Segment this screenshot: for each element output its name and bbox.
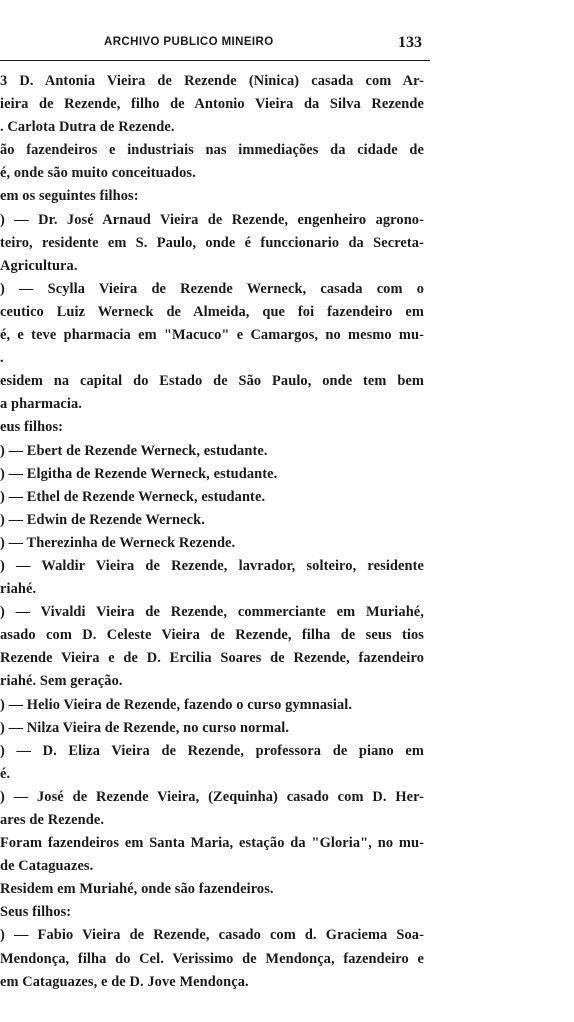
text-line: Mendonça, filha do Cel. Verissimo de Mendonça, fazendeiro e <box>0 950 424 967</box>
header-rule <box>0 60 430 61</box>
body-text <box>0 70 424 994</box>
text-line: asado com D. Celeste Vieira de Rezende, filha de seus tios <box>0 627 424 644</box>
text-line: teiro, residente em S. Paulo, onde é funccionario da Secreta- <box>0 234 424 251</box>
text-line: ) — Elgitha de Rezende Werneck, estudante. <box>0 465 278 482</box>
running-title: ARCHIVO PUBLICO MINEIRO <box>104 36 274 48</box>
text-line: . <box>0 350 4 367</box>
text-line: ) — Fabio Vieira de Rezende, casado com d. Graciema Soa- <box>0 927 424 944</box>
text-line: ) — Nilza Vieira de Rezende, no curso normal. <box>0 719 290 736</box>
text-line: eus filhos: <box>0 419 64 436</box>
text-line: é, onde são muito conceituados. <box>0 165 196 182</box>
text-line: Agricultura. <box>0 257 78 274</box>
text-line: ) — Dr. José Arnaud Vieira de Rezende, engenheiro agrono- <box>0 211 424 228</box>
text-line: ) — Therezinha de Werneck Rezende. <box>0 534 236 551</box>
text-line: Residem em Muriahé, onde são fazendeiros. <box>0 881 274 898</box>
text-line: de Cataguazes. <box>0 858 94 875</box>
text-line: é, e teve pharmacia em "Macuco" e Camargos, no mesmo mu- <box>0 327 424 344</box>
text-line: em Cataguazes, e de D. Jove Mendonça. <box>0 973 249 990</box>
text-line: riahé. <box>0 581 37 598</box>
page-number: 133 <box>398 34 422 51</box>
text-line: ) — Ethel de Rezende Werneck, estudante. <box>0 488 266 505</box>
text-line: . Carlota Dutra de Rezende. <box>0 119 175 136</box>
text-line: ) — D. Eliza Vieira de Rezende, professora de piano em <box>0 742 424 759</box>
text-line: esidem na capital do Estado de São Paulo, onde tem bem <box>0 373 424 390</box>
text-line: Seus filhos: <box>0 904 72 921</box>
text-line: ) — Vivaldi Vieira de Rezende, commerciante em Muriahé, <box>0 604 424 621</box>
text-line: ) — Waldir Vieira de Rezende, lavrador, solteiro, residente <box>0 557 424 574</box>
text-line: ceutico Luiz Werneck de Almeida, que foi fazendeiro em <box>0 303 424 320</box>
text-line: em os seguintes filhos: <box>0 188 139 205</box>
text-line: ) — Helio Vieira de Rezende, fazendo o curso gymnasial. <box>0 696 353 713</box>
text-line: a pharmacia. <box>0 396 82 413</box>
text-line: ) — Edwin de Rezende Werneck. <box>0 511 205 528</box>
text-line: ) — Scylla Vieira de Rezende Werneck, casada com o <box>0 280 424 297</box>
text-line: Foram fazendeiros em Santa Maria, estação da "Gloria", no mu- <box>0 835 424 852</box>
page-header <box>0 34 430 56</box>
text-line: ares de Rezende. <box>0 812 105 828</box>
text-line: ão fazendeiros e industriais nas immediações da cidade de <box>0 142 424 159</box>
text-line: ) — José de Rezende Vieira, (Zequinha) casado com D. Her- <box>0 788 424 805</box>
text-line: é. <box>0 765 11 782</box>
text-line: 3 D. Antonia Vieira de Rezende (Ninica) casada com Ar- <box>0 73 424 89</box>
text-line: ieira de Rezende, filho de Antonio Vieira da Silva Rezende <box>0 96 424 113</box>
text-line: ) — Ebert de Rezende Werneck, estudante. <box>0 442 268 459</box>
text-line: Rezende Vieira e de D. Ercilia Soares de Rezende, fazendeiro <box>0 650 424 667</box>
text-line: riahé. Sem geração. <box>0 673 123 690</box>
